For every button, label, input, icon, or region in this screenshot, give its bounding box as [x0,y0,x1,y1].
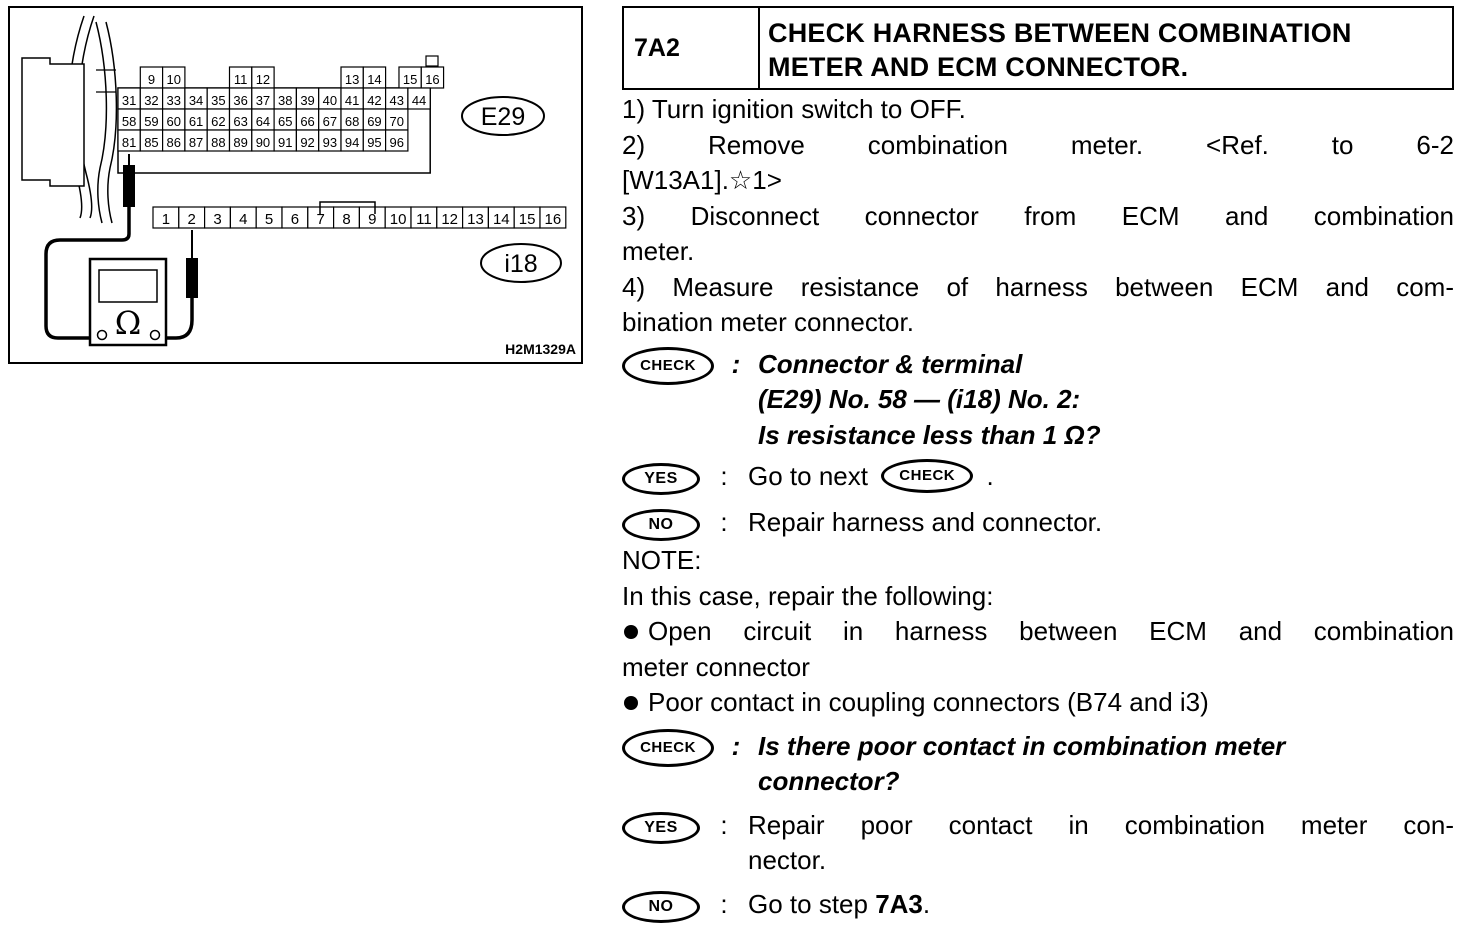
diagram-svg [10,8,581,362]
check-2-line-2: connector? [758,766,900,797]
e29-pin-10: 10 [166,72,181,87]
e29-pin-34: 34 [188,93,204,108]
i18-label: i18 [504,250,538,278]
e29-pin-35: 35 [211,93,226,108]
e29-connector-grid [118,67,444,173]
yes-1-text-before: Go to next [748,461,868,491]
i18-pin-12: 12 [441,211,459,228]
instruction-1: 1) Turn ignition switch to OFF. [622,94,966,124]
yes-2-line-1: Repair poor contact in combination meter con- [748,809,1454,840]
yes-2 [622,808,1454,879]
procedure-panel [622,6,1454,923]
note-bullet-1b: meter connector [622,651,810,682]
i18-pin-10: 10 [389,211,407,228]
e29-pin-69: 69 [367,114,382,129]
ohm-icon: Ω [114,304,142,342]
e29-pin-65: 65 [278,114,293,129]
step-header [622,6,1454,90]
wiring-diagram [8,6,583,364]
e29-pin-63: 63 [233,114,248,129]
check-2-colon: : [731,730,741,761]
ohmmeter-display [99,270,157,302]
bullet-icon [624,625,638,639]
e29-pin-42: 42 [367,93,382,108]
step-title [760,8,1452,88]
instruction-3b: meter. [622,236,695,266]
instruction-2b: [W13A1].☆1> [622,165,782,195]
e29-pin-43: 43 [389,93,404,108]
ohmmeter-terminal-left [98,331,107,340]
note-label: NOTE: [622,545,702,576]
e29-pin-38: 38 [278,93,293,108]
e29-pin-16: 16 [425,72,440,87]
e29-pin-36: 36 [233,93,248,108]
instruction-4b: bination meter connector. [622,307,914,337]
e29-pin-11: 11 [233,72,248,87]
step-title-line-2: METER AND ECM CONNECTOR. [768,52,1189,82]
no-1-colon: : [720,507,728,538]
i18-pin-7: 7 [316,211,325,228]
step-title-line-1: CHECK HARNESS BETWEEN COMBINATION [768,18,1352,48]
no-2-step-ref: 7A3 [875,888,923,919]
ecm-plug-body [22,58,84,186]
instruction-4a: 4) Measure resistance of harness between ECM and com- [622,271,1454,302]
yes-1 [622,459,1454,497]
e29-pin-41: 41 [344,93,360,108]
i18-pin-4: 4 [239,211,248,228]
e29-pin-92: 92 [300,135,315,150]
bullet-icon [624,696,638,710]
check-1 [622,347,1454,454]
e29-pin-39: 39 [300,93,315,108]
e29-pin-13: 13 [344,72,360,87]
check-2-line-1: Is there poor contact in combination meter [758,730,1286,761]
e29-pin-88: 88 [211,135,226,150]
e29-pin-59: 59 [144,114,159,129]
no-2-text [748,887,1454,923]
i18-pin-11: 11 [416,211,432,228]
e29-pin-14: 14 [367,72,382,87]
note-bullet-2: Poor contact in coupling connectors (B74 and i3) [622,685,1454,721]
e29-pin-44: 44 [411,93,427,108]
yes-2-colon: : [720,809,728,840]
yes-badge-icon: YES [622,812,700,844]
e29-pin-60: 60 [166,114,181,129]
check-1-line-2: (E29) No. 58 — (i18) No. 2: [758,384,1081,414]
ohmmeter-terminal-right [151,331,160,340]
i18-connector-pins [153,207,566,228]
harness-wire-4 [106,22,116,223]
yes-1-text [748,459,1454,497]
e29-pin-96: 96 [389,135,404,150]
check-1-line-1: Connector & terminal [758,348,1023,379]
e29-pin-58: 58 [121,114,137,129]
e29-pin-86: 86 [166,135,181,150]
i18-pin-14: 14 [492,211,510,228]
e29-pin-93: 93 [322,135,338,150]
no-1 [622,505,1454,541]
i18-pin-6: 6 [290,211,300,228]
no-2-text-after: . [922,888,931,919]
no-2-text-before: Go to step [748,888,876,919]
e29-pin-37: 37 [255,93,271,108]
instruction-3a: 3) Disconnect connector from ECM and combination [622,200,1454,231]
check-badge-icon: CHECK [622,347,714,385]
e29-pin-40: 40 [322,93,338,108]
e29-label: E29 [480,103,526,131]
no-badge-icon: NO [622,891,700,923]
check-1-question [758,347,1101,454]
instruction-2a: 2) Remove combination meter. <Ref. to 6-2 [622,129,1454,160]
e29-pin-89: 89 [233,135,248,150]
yes-1-colon: : [720,461,728,491]
i18-pin-5: 5 [264,211,274,228]
note [622,543,1454,721]
i18-pin-2: 2 [187,211,196,228]
figure-id: H2M1329A [505,341,576,357]
probe-left [123,165,135,207]
check-badge-icon: CHECK [622,729,714,767]
e29-pin-12: 12 [255,72,271,87]
i18-pin-15: 15 [518,211,536,228]
e29-pin-68: 68 [344,114,360,129]
step-number: 7A2 [624,8,760,88]
e29-pin-70: 70 [389,114,404,129]
e29-pin-31: 31 [121,93,137,108]
note-bullet-1: Open circuit in harness between ECM and combination [622,614,1454,650]
e29-pin-81: 81 [121,135,137,150]
check-1-line-3: Is resistance less than 1 Ω? [758,419,1101,450]
note-intro: In this case, repair the following: [622,580,994,611]
e29-pin-9: 9 [147,72,156,87]
no-1-text: Repair harness and connector. [748,507,1103,538]
e29-pin-95: 95 [367,135,382,150]
no-2 [622,887,1454,923]
i18-pin-16: 16 [544,211,562,228]
e29-pin-33: 33 [166,93,181,108]
e29-pin-62: 62 [211,114,226,129]
instructions [622,92,1454,341]
e29-pin-61: 61 [188,114,204,129]
e29-pin-94: 94 [344,135,360,150]
e29-pin-91: 91 [278,135,293,150]
e29-pin-66: 66 [300,114,315,129]
i18-pin-8: 8 [342,211,351,228]
yes-2-line-2: nector. [748,845,827,876]
inline-check-badge-icon: CHECK [881,459,973,493]
e29-pin-87: 87 [188,135,204,150]
i18-pin-1: 1 [161,211,171,228]
probe-right [186,258,198,298]
no-2-colon: : [720,888,728,919]
e29-pin-15: 15 [402,72,418,87]
e29-pin-67: 67 [322,114,338,129]
yes-1-text-after: . [986,461,994,491]
e29-pin-90: 90 [255,135,271,150]
check-2-question [758,729,1285,800]
e29-pin-85: 85 [144,135,159,150]
e29-pin-64: 64 [255,114,271,129]
no-badge-icon: NO [622,509,700,541]
i18-pin-9: 9 [368,211,377,228]
i18-pin-13: 13 [467,211,484,228]
yes-badge-icon: YES [622,463,700,495]
e29-pin-32: 32 [144,93,159,108]
check-2 [622,729,1454,800]
i18-pin-3: 3 [213,211,222,228]
harness-wire-3 [96,22,106,223]
yes-2-text [748,808,1454,879]
check-1-colon: : [731,348,741,379]
